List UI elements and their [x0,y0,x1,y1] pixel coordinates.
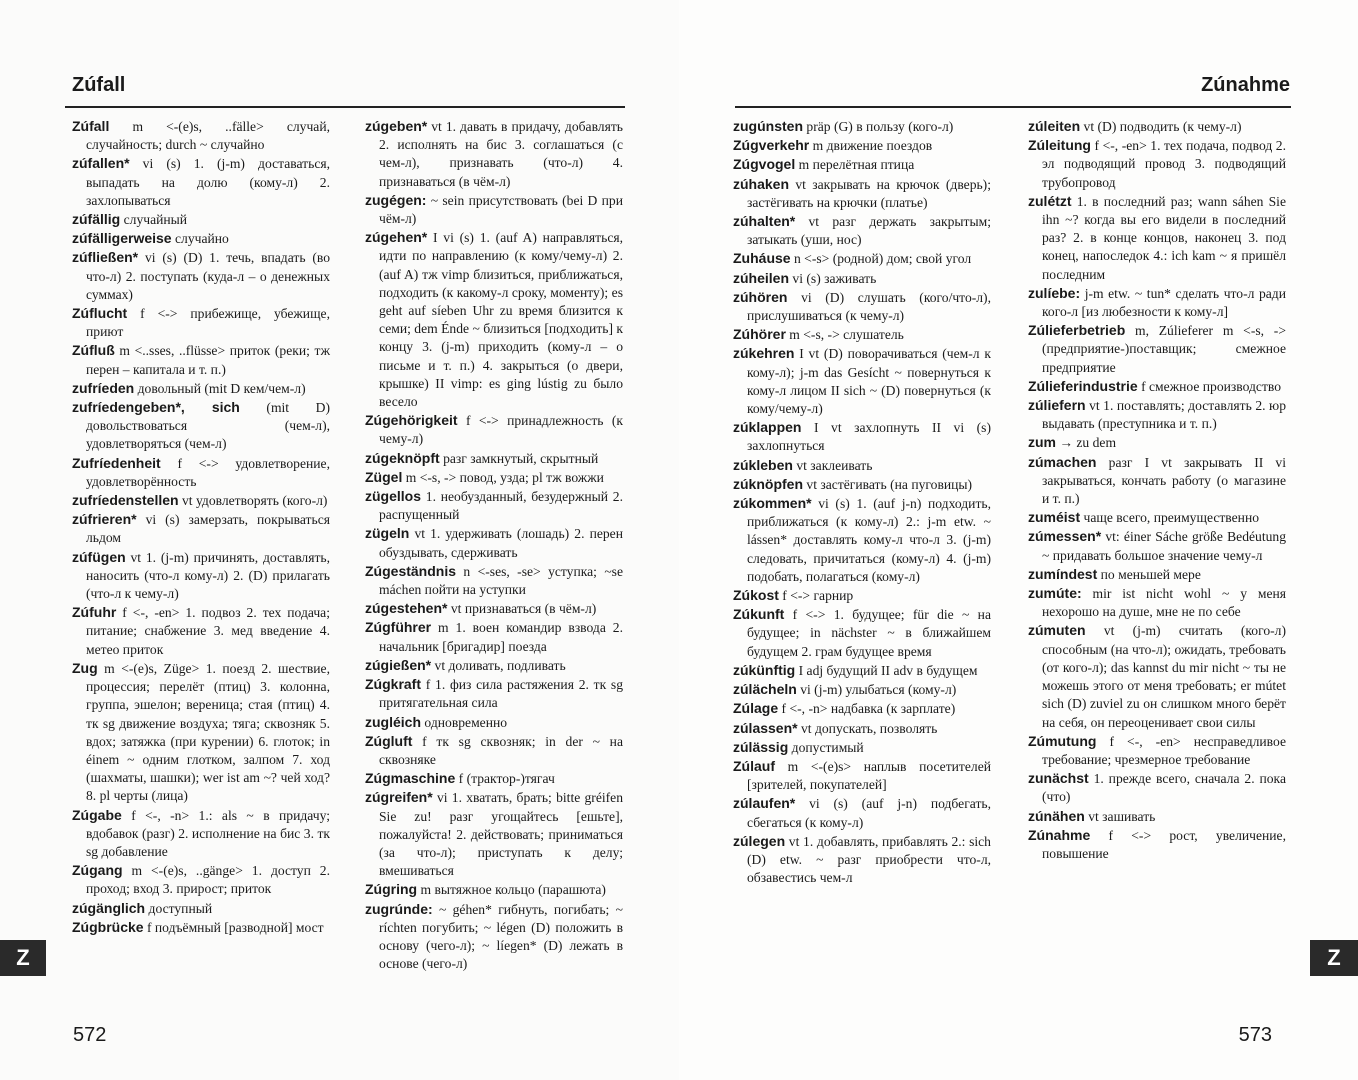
headword: Zuháuse [733,250,791,267]
headword: zúlegen [733,832,786,849]
dictionary-entry [1028,508,1286,527]
headword: Zügel [365,468,403,485]
definition: m <..sses, ..flüsse> приток (реки; тж перен – капитала и т. п.) [86,343,331,377]
dictionary-entry [1028,584,1286,621]
dictionary-entry [72,117,330,154]
dictionary-entry [72,491,330,510]
dictionary-entry [365,675,623,712]
headword: Zúgvogel [733,156,796,173]
definition: vt: éiner Sáche größe Bedéutung ~ придавать большое значение чему-л [1042,529,1286,563]
headword: zúmuten [1028,622,1086,639]
dictionary-entry [365,618,623,655]
definition: m перелётная птица [798,157,915,173]
headword: zúleiten [1028,118,1081,134]
headword: zúfälligerweise [72,230,172,247]
dictionary-entry [365,468,623,487]
headword: zufríedenstellen [72,492,179,509]
headword: Zúkunft [733,606,785,623]
dictionary-entry [1028,321,1286,377]
dictionary-entry [733,680,991,699]
dictionary-entry [1028,621,1286,731]
dictionary-entry [733,344,991,418]
headword: zúlässig [733,738,789,755]
headword: zugégen: [365,191,427,208]
definition: f <-> удовлетворение, удовлетворённость [86,455,330,489]
definition: по меньшей мере [1100,566,1201,582]
headword: Zúgluft [365,732,413,749]
headword: zulétzt [1028,192,1072,209]
definition: n <-s> (родной) дом; свой угол [793,251,972,267]
headword: zúgießen* [365,656,432,673]
dictionary-entry [1028,807,1286,826]
definition: vt доливать, подливать [434,657,566,673]
definition: vt 1. добавлять, прибавлять 2.: sich (D) etw. ~ разг приобрести что-л, обзавестись чем-л [747,833,991,886]
headword: zúliefern [1028,397,1086,414]
definition: mir ist nicht wohl ~ у меня нехорошо на душе, мне не по себе [1042,586,1287,620]
dictionary-entry [733,494,991,586]
page-number: 573 [1238,1024,1272,1046]
dictionary-entry [733,269,991,288]
dictionary-entry [733,155,991,174]
dictionary-entry [733,699,991,718]
definition: I adj будущий II adv в будущем [798,662,978,678]
right-page [679,0,1358,1080]
definition: vt 1. (j-m) причинять, доставлять, наносить (что-л кому-л) 2. (D) прилагать (что-л к чему-л) [86,549,331,602]
definition: n <-ses, -se> уступка; ~se máchen пойти на уступки [379,563,623,598]
headword: Zufríedenheit [72,454,161,471]
headword: zúgeknöpft [365,449,440,466]
definition: vt признаваться (в чём-л) [450,601,597,617]
headword: zúkehren [733,345,795,362]
dictionary-entry [733,661,991,680]
headword: Zúlage [733,700,779,717]
headword: zúknöpfen [733,475,803,492]
headword: Zúfall [72,118,110,134]
headword: zúfließen* [72,249,139,266]
headword: zúlaufen* [733,795,796,812]
dictionary-entry [733,605,991,661]
dictionary-entry [365,117,623,191]
definition: m <-(e)s> наплыв посетителей [зрителей, покупателей] [747,758,992,793]
headword: zügellos [365,488,422,505]
dictionary-entry [72,341,330,378]
headword: zúkleben [733,456,793,473]
headword: zúkünftig [733,661,796,678]
headword: zúfällig [72,211,121,228]
dictionary-entry [72,918,330,937]
dictionary-entry [365,191,623,228]
header-rule [735,106,1291,108]
headword: zum [1028,434,1056,451]
dictionary-entry [1028,284,1286,321]
definition: f <-, -n> 1.: als ~ в придачу; вдобавок (разг) 2. исполнение на бис 3. тк sg добавление [86,807,330,859]
dictionary-entry [72,210,330,229]
definition: 1. прежде всего, сначала 2. пока (что) [1042,771,1286,805]
definition: vi (s) 1. (auf j-n) подходить, приближаться (к кому-л) 2.: j-m etw. ~ lássen* доставлять кому-л что-л 3. (j-m) следовать, причитаться (кому-л) 4. (j-m) подобать, полагаться (кому-л) [747,496,991,584]
dictionary-entry [365,900,623,974]
dictionary-entry [733,757,991,794]
definition: m 1. воен командир взвода 2. начальник [бригадир] поезда [379,620,623,654]
definition: разг I vt закрывать II vi закрываться, кончать работу (о магазине и т. п.) [1042,454,1286,507]
headword: Zúgabe [72,806,122,823]
dictionary-entry [1028,826,1286,863]
dictionary-entry [733,719,991,738]
definition: f (трактор-)тягач [458,771,555,787]
dictionary-entry [1028,453,1286,509]
headword: zúfrieren* [72,511,137,528]
dictionary-column [365,117,623,973]
definition: разг замкнутый, скрытный [443,450,599,466]
definition: 1. необузданный, безудержный 2. распущенный [379,489,623,523]
headword: zúnähen [1028,807,1085,824]
dictionary-entry [365,788,623,880]
dictionary-entry [365,562,623,599]
dictionary-entry [72,806,330,862]
headword: zumúte: [1028,585,1082,602]
definition: f <-, -en> несправедливое требование; чрезмерное требование [1042,733,1286,767]
definition: 1. в последний раз; wann sáhen Sie ihn ~? когда вы его видели в последний раз? 2. в конце концов, наконец 3. под конец, напоследок 4.: ich kam ~ я пришёл последним [1042,193,1286,282]
definition: f <-> 1. будущее; für die ~ на будущее; in nächster ~ в ближайшем будущем 2. грам будущее время [747,607,991,659]
headword: Zúgeständnis [365,562,457,579]
definition: I vt захлопнуть II vi (s) захлопнуться [747,420,991,454]
headword: zúfallen* [72,155,130,172]
definition: ~ géhen* гибнуть, погибать; ~ ríchten погубить; ~ légen (D) положить в основу (чего-л); ~ líegen* (D) лежать в основе (чего-л) [379,901,623,972]
dictionary-entry [365,228,623,411]
definition: vt (j-m) считать (кого-л) способным (на что-л); ожидать, требовать (от кого-л); das kannst du mir nicht ~ ты не можешь этого от меня требовать; er mútet sich (D) zuviel zu он слишком много берёт на себя, он переоценивает свои силы [1042,623,1286,730]
headword: zúgänglich [72,899,146,916]
definition: f <-, -en> 1. тех подача, подвод 2. эл подводящий провод 3. подводящий трубопровод [1042,138,1287,190]
dictionary-entry [733,418,991,455]
dictionary-entry [365,411,623,448]
headword: Zúmutung [1028,732,1097,749]
dictionary-entry [1028,377,1286,396]
headword: Zúgbrücke [72,918,144,935]
dictionary-entry [72,899,330,918]
definition: довольный (mit D кем/чем-л) [137,380,306,396]
headword: Zug [72,659,98,676]
definition: m движение поездов [812,138,933,154]
headword: zuméist [1028,509,1081,526]
definition: f <-, -en> 1. подвоз 2. тех подача; питание; снабжение 3. мед введение 4. метео приток [86,605,330,657]
headword: Zúkost [733,587,779,604]
dictionary-entry [733,586,991,605]
headword: zufríedengeben*, sich [72,399,240,416]
definition: допустимый [791,739,864,755]
definition: j-m etw. ~ tun* сделать что-л ради кого-л [из любезности к кому-л] [1042,285,1286,320]
dictionary-entry [72,154,330,210]
definition: случайный [123,212,188,228]
definition: m, Zúlieferer m <-s, -> (предприятие-)поставщик; смежное предприятие [1042,323,1286,375]
headword: zugléich [365,713,422,730]
headword: zumíndest [1028,565,1098,582]
dictionary-entry [72,659,330,806]
dictionary-entry [733,175,991,212]
dictionary-entry [733,212,991,249]
headword: Zúflucht [72,305,128,322]
dictionary-column [72,117,330,937]
dictionary-entry [72,861,330,898]
dictionary-column [733,117,991,887]
definition: f смежное производство [1141,378,1282,394]
dictionary-entry [733,325,991,344]
dictionary-entry [1028,396,1286,433]
definition: m <-(e)s, ..fälle> случай, случайность; durch ~ случайно [86,119,330,153]
dictionary-entry [72,548,330,604]
headword: zugrúnde: [365,900,433,917]
dictionary-entry [365,880,623,899]
definition: vi (j-m) улыбаться (кому-л) [800,682,957,698]
dictionary-column [1028,117,1286,863]
page-number: 572 [73,1024,107,1046]
thumb-index-tab: Z [1310,940,1358,976]
dictionary-entry [72,398,330,454]
dictionary-entry [72,248,330,304]
dictionary-entry [365,449,623,468]
definition: vi (D) слушать (кого/что-л), прислушиваться (к чему-л) [747,289,991,324]
dictionary-entry [1028,117,1286,136]
headword: zúfügen [72,548,126,565]
dictionary-entry [733,738,991,757]
dictionary-entry [72,510,330,547]
definition: vi (s) 1. (j-m) доставаться, выпадать на долю (кому-л) 2. захлопываться [86,156,331,208]
headword: zufríeden [72,379,135,396]
headword: Zúgverkehr [733,137,810,154]
headword: zúhören [733,288,788,305]
headword: Zúleitung [1028,137,1091,154]
running-head: Zúfall [72,74,126,96]
definition: vt 1. поставлять; доставлять 2. юр выдавать (преступника и т. п.) [1042,398,1286,432]
headword: zúgreifen* [365,789,433,806]
definition: m вытяжное кольцо (парашюта) [420,882,606,898]
dictionary-entry [1028,565,1286,584]
dictionary-entry [733,117,991,136]
headword: zúhalten* [733,213,796,230]
definition: f подъёмный [разводной] мост [146,919,324,935]
definition: одновременно [424,714,508,730]
definition: f <-> гарнир [782,588,854,604]
dictionary-entry [733,136,991,155]
definition: I vt (D) поворачиваться (чем-л к кому-л); j-m das Gesícht ~ повернуться к кому-л лицом II sich ~ (D) повернуться (к кому/чему-л) [747,346,991,417]
headword: zúgeben* [365,118,428,134]
running-head: Zúnahme [1201,74,1290,96]
headword: Zúgehörigkeit [365,412,458,429]
dictionary-entry [72,603,330,659]
dictionary-entry [733,794,991,831]
headword: Zúgmaschine [365,770,456,787]
definition: vt застёгивать (на пуговицы) [806,476,973,492]
definition: чаще всего, преимущественно [1083,510,1260,526]
definition: vt разг держать закрытым; затыкать (уши, нос) [747,214,991,248]
definition: доступный [148,900,213,916]
headword: zúlächeln [733,681,797,698]
header-rule [65,106,625,108]
headword: Zúlieferbetrieb [1028,322,1126,339]
definition: → zu dem [1059,435,1117,451]
definition: m <-(e)s, Züge> 1. поезд 2. шествие, процессия; перелёт (птиц) 3. колонна, группа, эшелон; вереница; стая (птиц) 4. тк sg движение воздуха; тяга; сквозняк 5. вдох; затяжка (при курении) 6. глоток; in éinem ~ одним глотком, залпом 7. ход (шахматы, шашки); wer ist am ~? чей ход? 8. pl черты (лица) [86,660,330,804]
dictionary-entry [72,304,330,341]
dictionary-entry [733,288,991,325]
headword: Zúgführer [365,619,432,636]
dictionary-entry [365,599,623,618]
dictionary-entry [72,379,330,398]
dictionary-entry [1028,769,1286,806]
dictionary-entry [1028,732,1286,769]
dictionary-entry [1028,527,1286,564]
definition: vi (s) замерзать, покрываться льдом [86,512,330,546]
headword: zúhaken [733,175,790,192]
definition: vt зашивать [1088,808,1156,824]
definition: f 1. физ сила растяжения 2. тк sg притягательная сила [379,677,623,711]
definition: m <-s, -> слушатель [789,327,904,343]
headword: zúmessen* [1028,528,1102,545]
headword: Zúfluß [72,342,115,359]
headword: Zúlieferindustrie [1028,377,1138,394]
dictionary-entry [365,732,623,769]
headword: zúgehen* [365,229,428,246]
definition: vi (s) (D) 1. течь, впадать (во что-л) 2. поступать (куда-л – о денежных суммах) [86,250,331,302]
headword: Zúgkraft [365,676,421,693]
headword: zúkommen* [733,495,812,512]
headword: Zúnahme [1028,826,1091,843]
headword: zúheilen [733,269,790,286]
dictionary-entry [365,656,623,675]
definition: f <-> рост, увеличение, повышение [1042,827,1286,861]
dictionary-entry [1028,192,1286,284]
thumb-index-tab: Z [0,940,46,976]
definition: ~ sein присутствовать (bei D при чём-л) [379,192,623,227]
definition: vi (s) (auf j-n) подбегать, сбегаться (к кому-л) [747,796,992,830]
headword: zügeln [365,525,410,542]
dictionary-entry [365,524,623,561]
definition: vt 1. давать в придачу, добавлять 2. исполнять на бис 3. соглашаться (с чем-л), признавать (что-л) 4. признаваться (в чём-л) [379,119,623,189]
definition: vt закрывать на крючок (дверь); застёгивать на крючки (платье) [747,176,991,210]
headword: zunächst [1028,770,1089,787]
headword: zulíebe: [1028,284,1081,301]
definition: vt (D) подводить (к чему-л) [1083,119,1242,134]
definition: f <-> принадлежность (к чему-л) [379,413,623,447]
headword: Zúgang [72,862,123,879]
dictionary-entry [1028,433,1286,452]
headword: zúmachen [1028,453,1097,470]
definition: vt допускать, позволять [801,720,938,736]
headword: zúgestehen* [365,600,448,617]
definition: vt заклеивать [796,457,873,473]
dictionary-entry [365,713,623,732]
headword: Zúhörer [733,326,786,343]
headword: Zúgring [365,881,418,898]
dictionary-entry [733,456,991,475]
dictionary-entry [72,229,330,248]
dictionary-entry [365,769,623,788]
definition: vt 1. удерживать (лошадь) 2. перен обуздывать, сдерживать [379,526,623,560]
dictionary-entry [72,454,330,491]
definition: vi 1. хватать, брать; bitte gréifen Sie zu! разг угощайтесь [ешьте], пожалуйста! 2. действовать; приниматься (за что-л); приступать к делу; вмешиваться [379,790,623,879]
definition: (mit D) довольствоваться (чем-л), удовлетворяться (чем-л) [86,400,330,452]
definition: vt удовлетворять (кого-л) [182,493,328,509]
dictionary-entry [733,832,991,888]
definition: I vi (s) 1. (auf A) направляться, идти по направлению (к кому/чему-л) 2. (auf A) тж vimp близиться, приближаться, подходить (к какому-л сроку, моменту); es geht auf síeben Uhr zu время близится к семи; dem Énde ~ близиться [подходить] к концу 3. (j-m) приходить (кому-л – о письме и т. п.) 4. закрыться (о двери, крышке) II vimp: es ging lústig zu было весело [379,230,623,410]
dictionary-entry [365,487,623,524]
headword: zúlassen* [733,719,798,736]
dictionary-entry [1028,136,1286,192]
definition: m <-s, -> повод, узда; pl тж вожжи [405,469,604,485]
definition: f <-> прибежище, убежище, приют [86,306,330,340]
definition: f <-, -n> надбавка (к зарплате) [781,701,956,717]
headword: Zúfuhr [72,604,117,621]
definition: m <-(e)s, ..gänge> 1. доступ 2. проход; вход 3. прирост; приток [86,863,330,897]
definition: präp (G) в пользу (кого-л) [806,119,954,134]
dictionary-entry [733,475,991,494]
headword: zugúnsten [733,118,803,134]
headword: Zúlauf [733,757,775,774]
dictionary-entry [733,249,991,268]
definition: vi (s) заживать [792,270,877,286]
definition: случайно [175,231,229,247]
definition: f тк sg сквозняк; in der ~ на сквозняке [379,733,623,767]
headword: zúklappen [733,419,802,436]
